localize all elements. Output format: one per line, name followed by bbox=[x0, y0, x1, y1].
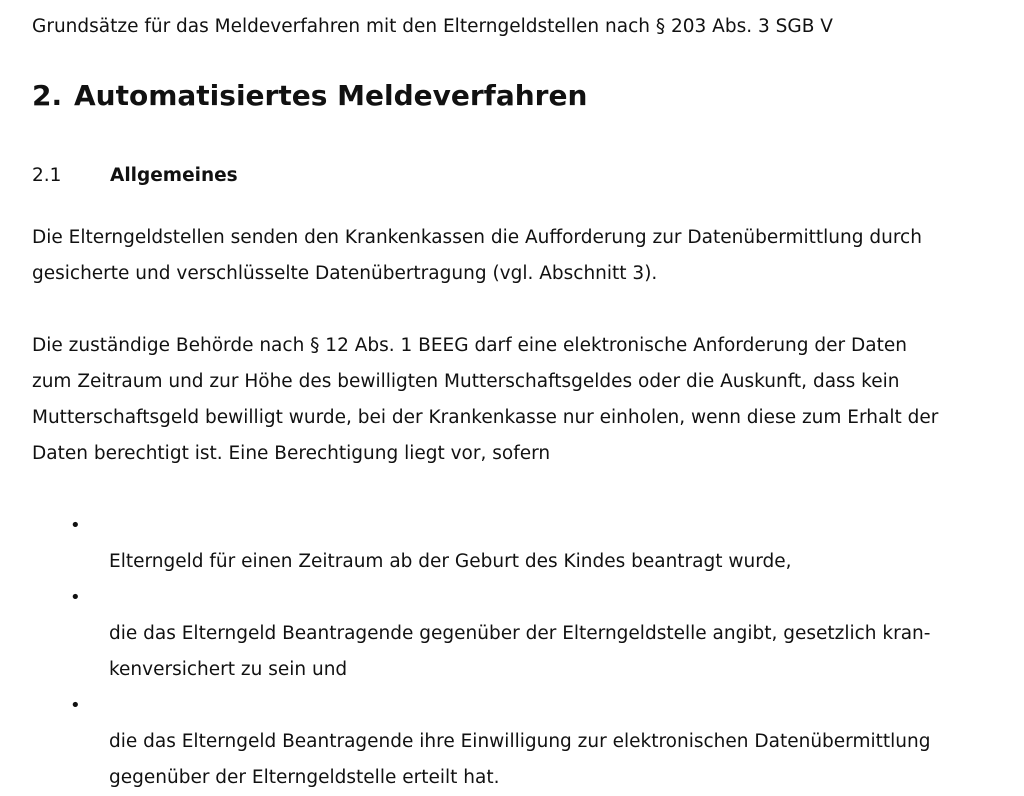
section-heading bbox=[32, 162, 238, 190]
conditions-list bbox=[32, 508, 930, 796]
list-item bbox=[32, 580, 930, 688]
chapter-heading bbox=[32, 76, 587, 116]
paragraph-data-transmission: Die Elterngeldstellen senden den Krankenkassen die Aufforderung zur Datenübermittlung durch gesicherte und verschlüsselte Datenübertragung (vgl. Abschnitt 3). bbox=[32, 227, 922, 284]
list-item bbox=[32, 688, 930, 796]
chapter-number: 2. bbox=[32, 79, 63, 112]
running-header: Grundsätze für das Meldeverfahren mit den Elterngeldstellen nach § 203 Abs. 3 SGB V bbox=[32, 16, 833, 37]
chapter-title: Automatisiertes Meldeverfahren bbox=[74, 79, 588, 112]
bullet-icon: • bbox=[70, 587, 81, 608]
list-item bbox=[32, 508, 930, 580]
list-item-text: Elterngeld für einen Zeitraum ab der Geburt des Kindes beantragt wurde, bbox=[109, 551, 792, 572]
list-item-text: die das Elterngeld Beantragende gegenüber der Elterngeldstelle angibt, gesetzlich kran- kenversichert zu sein und bbox=[109, 623, 931, 680]
section-title: Allgemeines bbox=[110, 165, 238, 186]
paragraph-authorization: Die zuständige Behörde nach § 12 Abs. 1 BEEG darf eine elektronische Anforderung der Daten zum Zeitraum und zur Höhe des bewilligten Mutterschaftsgeldes oder die Auskunft, dass kein Mutterschaftsgeld bewilligt wurde, bei der Krankenkasse nur einholen, wenn diese zum Erhalt der Daten berechtigt ist. Eine Berechtigung liegt vor, sofern bbox=[32, 335, 939, 464]
bullet-icon: • bbox=[70, 515, 81, 536]
bullet-icon: • bbox=[70, 695, 81, 716]
section-number: 2.1 bbox=[32, 165, 62, 186]
list-item-text: die das Elterngeld Beantragende ihre Einwilligung zur elektronischen Datenübermittlung gegenüber der Elterngeldstelle erteilt hat. bbox=[109, 731, 931, 788]
